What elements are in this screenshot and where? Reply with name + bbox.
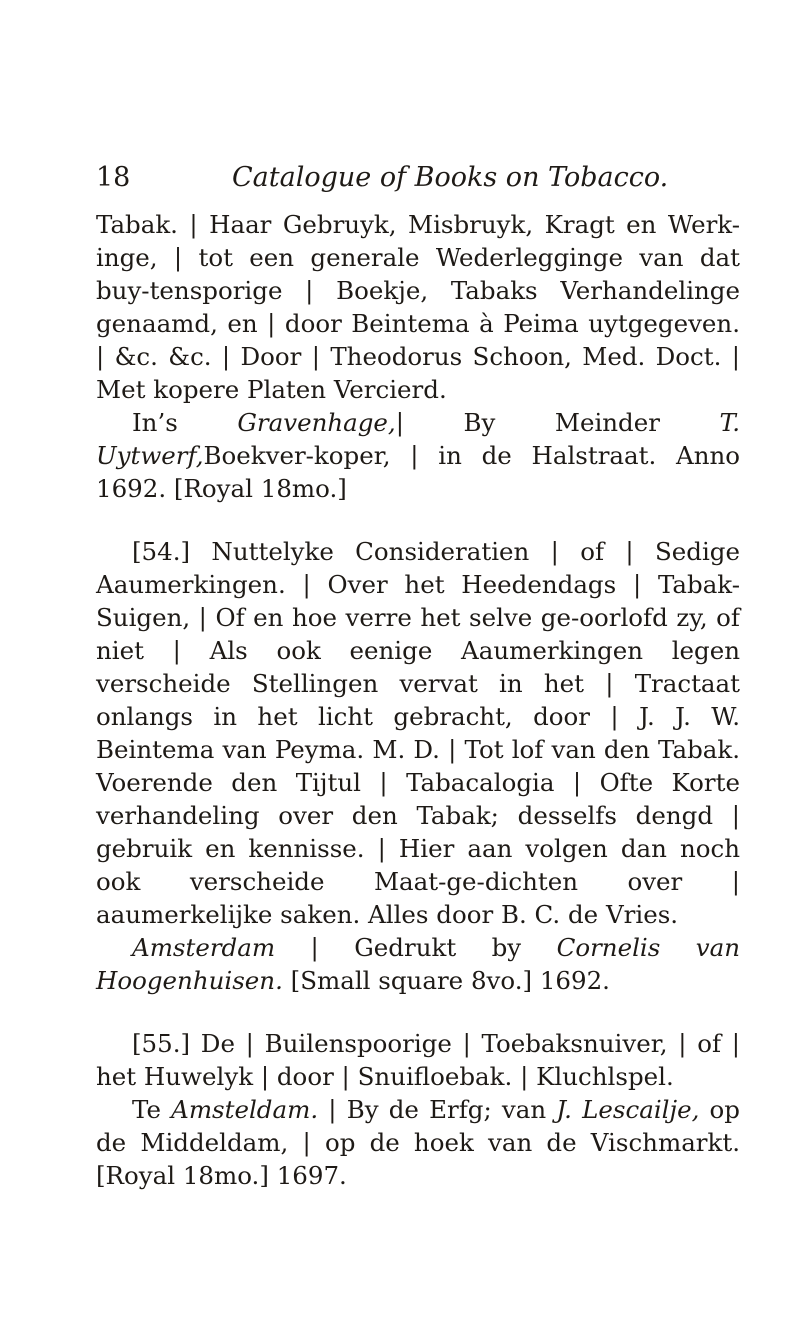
imprint-post: [Small square 8vo.] 1692. [282, 966, 610, 995]
catalogue-entry [96, 1027, 740, 1192]
imprint-place: Amsterdam [132, 933, 276, 962]
catalogue-entries [96, 208, 740, 1222]
imprint-mid: | Gedrukt by [275, 933, 557, 962]
imprint-printer: Cornelis van Hoogenhuisen. [96, 933, 740, 995]
entry-imprint [96, 406, 740, 505]
imprint-mid: | By de Erfg; van [318, 1095, 557, 1124]
entry-imprint [96, 1093, 740, 1192]
imprint-mid: | By Meinder [395, 408, 720, 437]
catalogue-entry [96, 208, 740, 505]
imprint-place: Amsteldam. [171, 1095, 319, 1124]
imprint-post: op de Middeldam, | op de hoek van de Vischmarkt. [Royal 18mo.] 1697. [96, 1095, 740, 1190]
imprint-pre: In’s [132, 408, 238, 437]
imprint-place: Gravenhage, [237, 408, 396, 437]
imprint-post: Boekver-koper, | in de Halstraat. Anno 1692. [Royal 18mo.] [96, 441, 740, 503]
entry-title: [54.] Nuttelyke Consideratien | of | Sedige Aaumerkingen. | Over het Heedendags | Tabak-Suigen, | Of en hoe verre het selve ge-oorlofd zy, of niet | Als ook eenige Aaumerkingen legen verscheide Stellingen vervat in het | Tractaat onlangs in het licht gebracht, door | J. J. W. Beintema van Peyma. M. D. | Tot lof van den Tabak. Voerende den Tijtul | Tabacalogia | Ofte Korte verhandeling over den Tabak; desselfs dengd | gebruik en kennisse. | Hier aan volgen dan noch ook verscheide Maat-ge-dichten over | aaumerkelijke saken. Alles door B. C. de Vries. [96, 537, 740, 929]
page-number: 18 [96, 162, 131, 193]
entry-imprint [96, 931, 740, 997]
entry-title: Tabak. | Haar Gebruyk, Misbruyk, Kragt en Werk-inge, | tot een generale Wederlegginge van dat buy-tensporige | Boekje, Tabaks Verhandelinge genaamd, en | door Beintema à Peima uytgegeven. | &c. &c. | Door | Theodorus Schoon, Med. Doct. | Met kopere Platen Vercierd. [96, 210, 740, 404]
imprint-printer: T. Uytwerf, [96, 408, 740, 470]
catalogue-entry [96, 535, 740, 997]
running-title: Catalogue of Books on Tobacco. [232, 162, 669, 193]
entry-title: [55.] De | Builenspoorige | Toebaksnuiver, | of | het Huwelyk | door | Snuifloebak. | Kluchlspel. [96, 1029, 740, 1091]
imprint-pre: Te [132, 1095, 172, 1124]
imprint-printer: J. Lescailje, [556, 1095, 700, 1124]
